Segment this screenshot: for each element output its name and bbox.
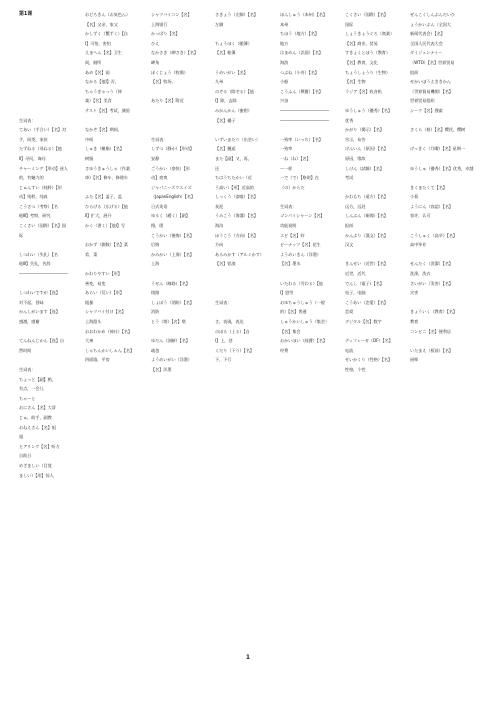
text-line: ラジア【名】收音机 [345, 88, 382, 94]
text-line: 【名】墨水 [280, 261, 301, 267]
text-line: げっきく（月曜）【名】星期一 [410, 146, 465, 152]
text-line: 【名】集会 [280, 328, 301, 334]
text-line [19, 39, 79, 49]
text-line: うみこう（海溝）【名】 [215, 213, 258, 219]
text-line: 感激，感谢 [19, 319, 40, 324]
text-line: デジタル【名】数字 [345, 319, 382, 324]
text-line: Ⅰ】慰劳 [280, 290, 294, 296]
text-line: Ⅰ】可怕，害怕 [85, 40, 111, 46]
text-column-5 [280, 10, 342, 355]
text-line [215, 58, 277, 68]
text-line: ちゃ～と [19, 395, 36, 401]
text-line: 际 [19, 232, 24, 238]
text-line: 组织 [410, 69, 419, 75]
text-line: 生词表： [19, 366, 36, 372]
text-line: うめいがい【名】 [215, 69, 248, 75]
text-line: くだり（下り）【名】 [215, 347, 254, 353]
text-line: きょういく（教育）【名】 [410, 309, 457, 315]
text-line: 疏忽 [151, 347, 160, 353]
text-line: さきょう（左脚）【名】 [215, 12, 258, 17]
text-line: 【名】帐簿 [215, 50, 236, 56]
text-line: 本州 [280, 21, 289, 27]
text-line: いたまえ（板前）【名】 [410, 347, 453, 353]
text-line [85, 231, 147, 241]
text-line: なかさき（岬さき）【名】 [151, 50, 198, 56]
text-line: かわもち（遠方）【名】 [345, 194, 388, 200]
text-line: 一致率 [280, 146, 293, 152]
text-line: なかぞ【名】期间， [85, 127, 122, 133]
text-line: 优秀 [345, 117, 354, 123]
text-line: ごうかい（豪快）【形 [151, 165, 190, 171]
text-line: めざましい（目覚 [19, 462, 52, 468]
text-line: 树脂 [85, 155, 94, 161]
text-line: おねえさん【名】姐 [19, 424, 56, 430]
text-line: しずつ（静か）【形动】 [151, 146, 194, 152]
text-line: エビ【名】虾 [280, 232, 305, 238]
text-line: こくさい（国際）【名】 [345, 12, 388, 17]
text-line: 上海银行 [151, 21, 168, 27]
text-line [19, 279, 79, 289]
text-line: 然时间 [19, 347, 32, 353]
text-line: かがり（掲示）【名】 [345, 127, 384, 133]
text-line: こうあい（恋愛）【名】 [345, 299, 388, 305]
text-line [151, 269, 213, 279]
text-line [85, 116, 147, 126]
text-line: また【副】又，再， [215, 155, 252, 161]
text-line [345, 96, 407, 106]
text-line: 远方，远处 [345, 203, 366, 209]
text-line: ちょうほく（帳簿） [215, 40, 252, 46]
text-line: 有点，一会儿 [19, 386, 44, 392]
text-line: 【名】教育，文化 [345, 59, 378, 65]
text-line: 小船 [280, 79, 289, 85]
text-line: 【名】父亲，家父 [85, 21, 118, 27]
text-line: ディフェーガ（DF）【名】 [345, 338, 393, 344]
text-line: ぜんこくしんぶんだいひ [410, 12, 455, 17]
text-line [19, 355, 79, 365]
text-line: なかる【他Ⅰ】弄， [85, 79, 119, 85]
text-column-4 [215, 10, 277, 365]
text-line: ひえ [151, 40, 160, 46]
text-line: 岬角 [151, 59, 160, 65]
text-line: 方向 [215, 242, 224, 248]
text-line [19, 20, 79, 30]
text-line: （WTO）【名】世界贸易 [410, 59, 455, 65]
text-line: じゅ，助手，副教 [19, 414, 52, 420]
text-line: かんしがいます【连】 [19, 309, 60, 315]
text-line: 小菊 [410, 194, 419, 200]
text-line: 生词表： [19, 117, 36, 123]
text-line: こうふん（興奮）【名】 [280, 88, 323, 94]
text-line [410, 221, 474, 231]
text-column-1 [19, 10, 79, 480]
text-line: 兴奋 [280, 98, 289, 104]
text-line: きくまたくて【名】 [410, 184, 447, 190]
text-line: おにさん【名】大哥 [19, 405, 56, 411]
text-line: せかいぼうえききかん [410, 79, 451, 85]
text-line: 海滨 [280, 59, 289, 65]
text-line: 经费 [280, 347, 289, 353]
text-column-7 [410, 10, 474, 365]
text-line: テスト【名】考试，测验 [85, 107, 130, 113]
text-line: はまめん（浜面）【名】 [280, 50, 323, 56]
text-line: あめ【名】雨 [85, 69, 110, 75]
text-line [19, 87, 79, 97]
text-line: でんし（電子）【名】 [345, 280, 384, 286]
text-line: ゆうしゅう（優秀）【名】 [345, 107, 392, 113]
text-line: ようめいがい（洋墨） [151, 357, 192, 363]
text-line [345, 327, 407, 337]
text-line [151, 87, 213, 97]
text-line: 后悔 [151, 242, 160, 248]
text-line: 地方 [280, 40, 289, 46]
text-line: ジャパニーズウエイズ [151, 184, 192, 190]
text-line: とう（塔）【名】塔 [151, 319, 186, 324]
text-line: 告示，布告 [345, 136, 366, 142]
text-line [280, 269, 342, 279]
text-line: おかず（御数）【名】菜 [85, 242, 128, 248]
text-line: しつれい（失礼）【名 [19, 251, 58, 257]
text-line: しょぼう（消防）【名】 [151, 299, 194, 305]
text-line: ―――――――――――― [280, 117, 330, 123]
text-line [280, 192, 342, 202]
text-line: 上海派头 [85, 319, 102, 324]
text-line: かしずく（驚ずく）【自 [85, 31, 128, 37]
text-line: ダイジェンナイー [410, 50, 443, 56]
text-line: ょうかいぶん（全国大 [410, 21, 451, 27]
text-line: げんいん（原因）【名】 [345, 146, 388, 152]
text-line: 下，下行 [215, 357, 232, 363]
text-line: じゅんすい（純粋）【形 [19, 184, 62, 190]
text-line: 报纸 [345, 223, 354, 229]
text-line [19, 240, 79, 250]
text-line: 【名】邂逅 [215, 146, 236, 152]
text-line: （JapanEnglish）【名】 [151, 194, 195, 200]
text-line: 考试 [345, 175, 354, 181]
text-line: せんたく（洗濯）【名】 [410, 261, 453, 267]
text-line: さいがい（災害）【名】 [410, 280, 453, 286]
text-column-2 [85, 10, 147, 365]
text-line [215, 288, 277, 298]
text-line: ちょっと【副】稍， [19, 376, 56, 382]
text-line: 高中毕业 [410, 242, 427, 248]
text-line: Ⅱ】扩大，展开 [85, 213, 112, 219]
text-line: えまへん【名】卫生 [85, 50, 122, 56]
text-line: 近世，近代 [345, 271, 366, 277]
text-line: ―――――――――――― [280, 107, 330, 113]
text-line [410, 298, 474, 308]
text-line [410, 173, 474, 183]
text-line: うせん（線路）【名】 [151, 280, 190, 286]
text-line: （世界貿易機関）【名】 [410, 88, 453, 94]
text-line: ほうこう（方向）【名】 [215, 232, 258, 238]
text-line [19, 77, 79, 87]
text-line: 他Ⅲ】考察，研究 [19, 213, 51, 219]
text-line [215, 29, 277, 39]
text-line: 他Ⅲ】失礼，告辞 [19, 261, 51, 267]
text-line [215, 269, 277, 279]
text-line: 线路 [151, 290, 160, 296]
page-number: 1 [245, 654, 251, 661]
text-line: 生词表： [280, 203, 297, 209]
text-line: こくさい（国際）【名】国 [19, 223, 66, 229]
text-line: 消防 [151, 309, 160, 315]
text-line [410, 116, 474, 126]
text-line: ほんしゅう（本州）【名】 [280, 12, 327, 17]
text-line: 九州 [215, 79, 224, 85]
text-line: 【名】牧场， [151, 79, 176, 85]
text-line: ヒアリング【名】听力 [19, 443, 60, 449]
text-line: 日式英语 [151, 203, 168, 209]
text-line: ゆうしゅ（優秀）【名】优秀，卓越 [410, 165, 474, 171]
text-line: 粗暴 [85, 299, 94, 305]
text-line: さくら（桜）【名】樱花，樱树 [410, 127, 466, 133]
text-line: のぞる（除ぞる）【他 [215, 88, 254, 94]
text-line: みかんかん（蜜柑） [215, 107, 252, 113]
text-line: 全国人民代表大会 [410, 40, 443, 46]
text-column-3 [151, 10, 213, 375]
text-line: ぼくじょう（牧場） [151, 69, 188, 75]
text-line: う高い）【形】近高的 [215, 184, 254, 190]
text-line: ゆだん（油断）【名】 [151, 338, 190, 344]
text-line: 对不起，冒昧 [19, 299, 44, 305]
text-line: てんねんじかん【连】自 [19, 338, 64, 344]
text-line: 業）【名】美食 [85, 98, 112, 104]
text-line: 国际 [345, 21, 354, 27]
text-line: ゆるく（緩く）【副】 [151, 213, 190, 219]
text-line [19, 29, 79, 39]
text-line: すきょくとぼう（教育） [345, 50, 390, 56]
text-line: 功能说明 [280, 223, 297, 229]
text-line: 电子，电脑 [345, 290, 366, 296]
text-line: 一ね（ね）【名】 [280, 155, 311, 161]
text-line [345, 250, 407, 260]
text-line [215, 279, 277, 289]
text-line: 原因，缘故 [345, 155, 366, 161]
text-line: おかいほい（経費）【名】 [280, 338, 327, 344]
text-line: さ，表現，表达 [215, 319, 244, 324]
text-line: 慢，缓 [151, 223, 164, 229]
text-line: 的）【名】普通 [280, 309, 307, 315]
text-line: 上海 [151, 261, 160, 267]
text-line [19, 106, 79, 116]
text-line: あらい（荒い）【形】 [85, 290, 124, 296]
text-line: しゅき（樹脂）【名】 [85, 146, 124, 152]
chapter-title: 第1课 [19, 11, 33, 17]
text-line: 善变，易变 [85, 280, 106, 286]
text-line: 【名】生物 [345, 79, 366, 85]
text-line: Ⅰ】上，登 [215, 338, 233, 344]
text-line [19, 68, 79, 78]
text-line: 间，厕所 [85, 59, 102, 65]
text-line: こうさつ（考察）【名 [19, 203, 58, 209]
text-line: 【名】商业，贸易 [345, 40, 378, 46]
text-line: こうかい（後悔）【名】 [151, 232, 194, 238]
text-line [85, 183, 147, 193]
text-line: シャツバイ付け【名】 [85, 309, 126, 315]
text-line [151, 106, 213, 116]
text-line: かっぱり【名】 [151, 31, 180, 37]
text-line: Ⅱ】寻问，询问 [19, 155, 46, 161]
text-line [345, 183, 407, 193]
text-line: つぶね（小舟）【名】 [280, 69, 319, 75]
text-line [85, 259, 147, 269]
text-line: 洗涤，洗衣 [410, 271, 431, 277]
text-line: 世界贸易组织 [410, 98, 435, 104]
text-line [19, 58, 79, 68]
text-line [410, 336, 474, 346]
text-line: てあい（手合い）【名】対 [19, 127, 66, 133]
text-line: ようめいきん（洋墨） [280, 251, 321, 257]
text-line: おゆちゅうしゅう（一般 [280, 299, 325, 305]
text-line: かく（書く）【他Ⅰ】写 [85, 223, 125, 229]
text-line: Ⅰ】除，去除 [215, 98, 237, 104]
text-line: あるみかす（アルミかす） [215, 251, 264, 257]
text-line: 一で（で）【格助】在 [280, 175, 319, 181]
text-line: 灰泥 [215, 203, 224, 209]
text-line: チャーミング【形动】迷人 [19, 165, 68, 171]
text-line: せいかくり（性格）【名】 [345, 357, 392, 363]
text-line: 容许，认可 [410, 213, 431, 219]
text-line: 恋爱 [345, 309, 354, 315]
text-line: かわりやすい【形】 [85, 271, 122, 277]
text-line: しょうきょうぐろ（商業） [345, 31, 395, 37]
text-line: ひらげる（広げる）【他 [85, 203, 128, 209]
text-line: （の）からだ [280, 184, 305, 190]
text-line: 一致率（いっち）【名】 [280, 136, 323, 142]
text-line: のぼる（上る）【自 [215, 328, 250, 334]
text-line [410, 250, 474, 260]
text-column-6 [345, 10, 407, 375]
text-line: 性格，个性 [345, 366, 366, 372]
text-line: 灾害 [410, 290, 419, 296]
text-line: おどろきん（お気色ん） [85, 12, 130, 17]
text-line: しっくう（漆喰）【名】 [215, 194, 258, 200]
text-line: 【名】铝渣 [215, 261, 236, 267]
text-line: 还 [215, 165, 220, 171]
text-line [410, 154, 474, 164]
text-line: しゃちんかいしゃん【名】 [85, 347, 135, 353]
text-line: 电流 [345, 347, 354, 353]
text-line: かみかい（上海）【名】 [151, 251, 194, 257]
text-line: 海沟 [215, 223, 224, 229]
text-line: しつれいですが【连】 [19, 290, 60, 296]
text-line [19, 96, 79, 106]
text-line: いずいまたり（出会い） [215, 136, 260, 142]
text-line: 新闻代表会）【名】 [410, 31, 445, 37]
text-line: シーク【名】搜索 [410, 107, 443, 113]
text-line: 的，有魅力的 [19, 175, 44, 181]
text-line: 四面墙，平房 [85, 357, 110, 363]
text-line: ましい）【形】惊人 [19, 472, 54, 478]
text-line: 生词表： [215, 299, 232, 305]
text-line: 大神 [85, 338, 94, 344]
text-line: 自助日 [19, 453, 32, 459]
text-line: ビーナッツ【名】花生 [280, 242, 321, 248]
text-line: 手，同类，家伙 [19, 136, 48, 142]
text-line: あたり【名】附近 [151, 98, 184, 104]
text-line [151, 116, 213, 126]
text-line [19, 327, 79, 337]
text-line: ちょうしょうり（生物） [345, 69, 390, 75]
text-line [215, 307, 277, 317]
text-line: 动】豪爽 [151, 175, 168, 181]
text-line: ようにん（容認）【名】 [410, 203, 453, 209]
text-line [215, 125, 277, 135]
text-line: 动】纯粹，纯真 [19, 194, 48, 200]
text-line: いたわる（労わる）【他 [280, 280, 323, 286]
text-line: たずねる（尋ねる）【他 [19, 146, 62, 152]
text-line: ふた【名】盖子，盖 [85, 194, 122, 200]
text-line: ちほう（地方）【名】 [280, 31, 319, 37]
text-line [280, 125, 342, 135]
text-line: ゴンパイシャーン【名】 [280, 213, 325, 219]
text-line: おおわかめ（神社）【名】 [85, 328, 132, 334]
text-line: 【名】橘子 [215, 117, 236, 123]
text-line: 車）【名】修车，修理车 [85, 175, 128, 181]
text-line: 【名】洋墨 [151, 366, 172, 372]
text-line [410, 135, 474, 145]
text-line: きんせい（近世）【名】 [345, 261, 388, 267]
text-line: ―――――――――――― [19, 271, 69, 277]
text-line [151, 125, 213, 135]
text-line: 汉文 [345, 242, 354, 248]
text-line: 教育 [410, 319, 419, 324]
text-line: 安静 [151, 155, 160, 161]
text-line: しんぶん（新聞）【名】 [345, 213, 388, 219]
text-line: コンビニ【名】便利店 [410, 328, 451, 334]
text-line: しけん（試験）【名】 [345, 165, 384, 171]
text-line: 生词表： [151, 136, 168, 142]
text-line: こうしゅく（高卒）【名】 [410, 232, 457, 238]
text-line: ～一样 [280, 165, 293, 171]
text-line [19, 48, 79, 58]
text-line: 左脚 [215, 21, 224, 27]
text-line: かんぷり（漢文）【名】 [345, 232, 388, 238]
text-line: ちはうちたかい（近 [215, 175, 252, 181]
text-line: 肴，菜 [85, 251, 98, 257]
text-line: さゆうきゅうしゃ（作業 [85, 165, 130, 171]
text-line: シャツバイコン【名】 [151, 12, 192, 17]
text-line: 厨师 [410, 357, 419, 363]
text-line: しゅうかいしゅう（集会） [280, 319, 330, 324]
text-line [151, 327, 213, 337]
text-line: ちゃうぎゃっう（伸 [85, 88, 122, 94]
text-line: 中间 [85, 136, 94, 142]
text-line: 姐 [19, 434, 24, 440]
